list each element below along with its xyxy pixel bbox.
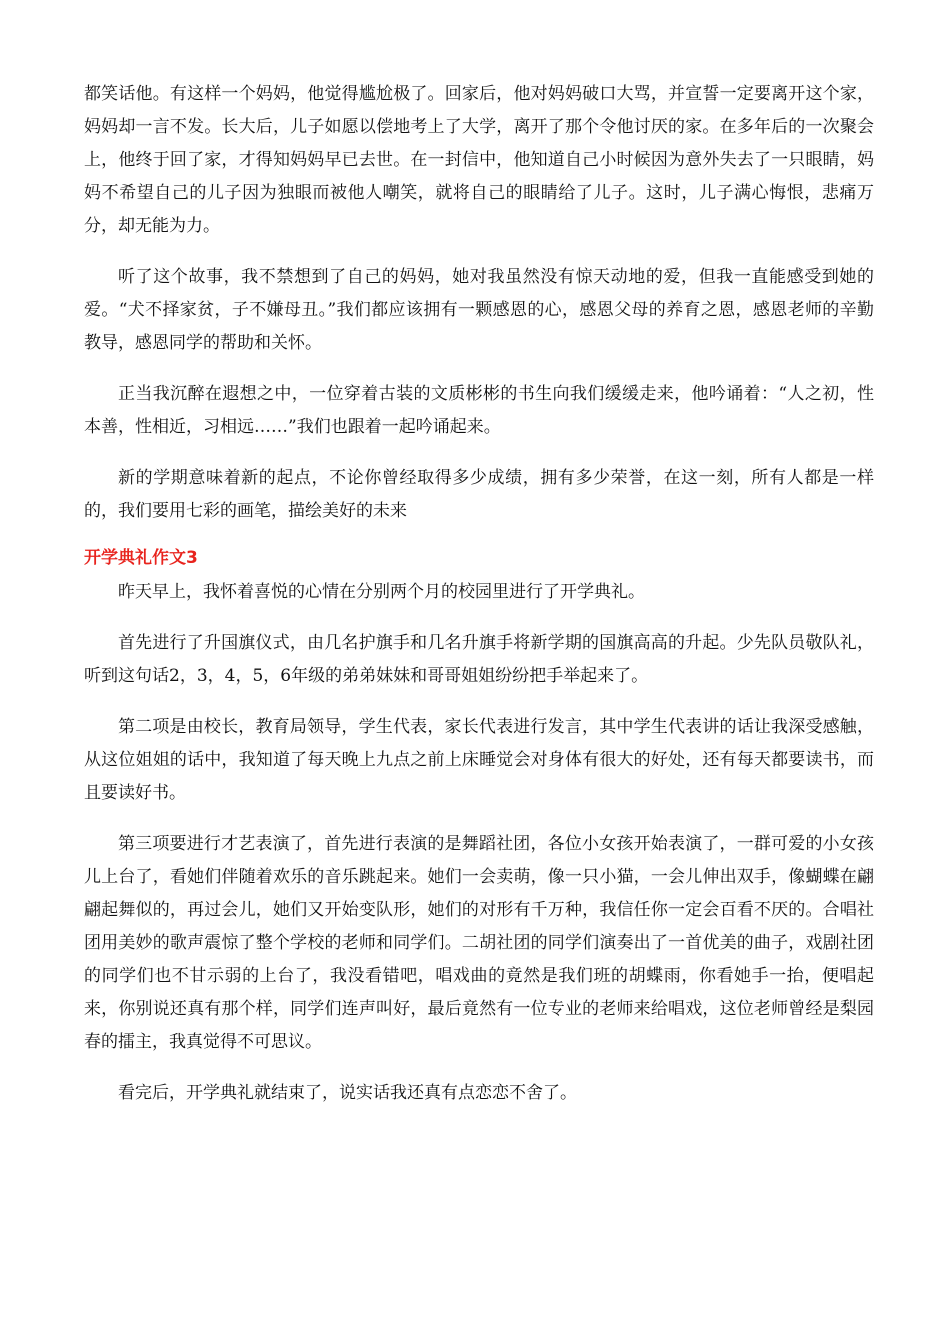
- document-page: [84, 78, 874, 1128]
- paragraph-new-semester: 新的学期意味着新的起点，不论你曾经取得多少成绩，拥有多少荣誉，在这一刻，所有人都是一样的，我们要用七彩的画笔，描绘美好的未来: [84, 468, 874, 521]
- paragraph-flag-ceremony: 首先进行了升国旗仪式，由几名护旗手和几名升旗手将新学期的国旗高高的升起。少先队员敬队礼，听到这句话2，3，4，5，6年级的弟弟妹妹和哥哥姐姐纷纷把手举起来了。: [84, 633, 874, 686]
- paragraph-performances: 第三项要进行才艺表演了，首先进行表演的是舞蹈社团，各位小女孩开始表演了，一群可爱的小女孩儿上台了，看她们伴随着欢乐的音乐跳起来。她们一会卖萌，像一只小猫，一会儿伸出双手，像蝴蝶在翩翩起舞似的，再过会儿，她们又开始变队形，她们的对形有千万种，我信任你一定会百看不厌的。合唱社团用美妙的歌声震惊了整个学校的老师和同学们。二胡社团的同学们演奏出了一首优美的曲子，戏剧社团的同学们也不甘示弱的上台了，我没看错吧，唱戏曲的竟然是我们班的胡蝶雨，你看她手一抬，便唱起来，你别说还真有那个样，同学们连声叫好，最后竟然有一位专业的老师来给唱戏，这位老师曾经是梨园春的擂主，我真觉得不可思议。: [84, 834, 874, 1052]
- paragraph-closing: 看完后，开学典礼就结束了，说实话我还真有点恋恋不舍了。: [118, 1083, 577, 1103]
- paragraph-story-ending: 都笑话他。有这样一个妈妈，他觉得尴尬极了。回家后，他对妈妈破口大骂，并宣誓一定要离开这个家，妈妈却一言不发。长大后，儿子如愿以偿地考上了大学，离开了那个令他讨厌的家。在多年后的一次聚会上，他终于回了家，才得知妈妈早已去世。在一封信中，他知道自己小时候因为意外失去了一只眼睛，妈妈不希望自己的儿子因为独眼而被他人嘲笑，就将自己的眼睛给了儿子。这时，儿子满心悔恨，悲痛万分，却无能为力。: [84, 84, 874, 236]
- paragraph-scholar: 正当我沉醉在遐想之中，一位穿着古装的文质彬彬的书生向我们缓缓走来，他吟诵着：“人之初，性本善，性相近，习相远……”我们也跟着一起吟诵起来。: [84, 384, 874, 437]
- essay-3-title: 开学典礼作文3: [84, 548, 198, 568]
- paragraph-opening: 昨天早上，我怀着喜悦的心情在分别两个月的校园里进行了开学典礼。: [118, 582, 645, 602]
- paragraph-reflection: 听了这个故事，我不禁想到了自己的妈妈，她对我虽然没有惊天动地的爱，但我一直能感受到她的爱。“犬不择家贫，子不嫌母丑。”我们都应该拥有一颗感恩的心，感恩父母的养育之恩，感恩老师的辛勤教导，感恩同学的帮助和关怀。: [84, 267, 874, 353]
- paragraph-speeches: 第二项是由校长，教育局领导，学生代表，家长代表进行发言，其中学生代表讲的话让我深受感触，从这位姐姐的话中，我知道了每天晚上九点之前上床睡觉会对身体有很大的好处，还有每天都要读书，而且要读好书。: [84, 717, 874, 803]
